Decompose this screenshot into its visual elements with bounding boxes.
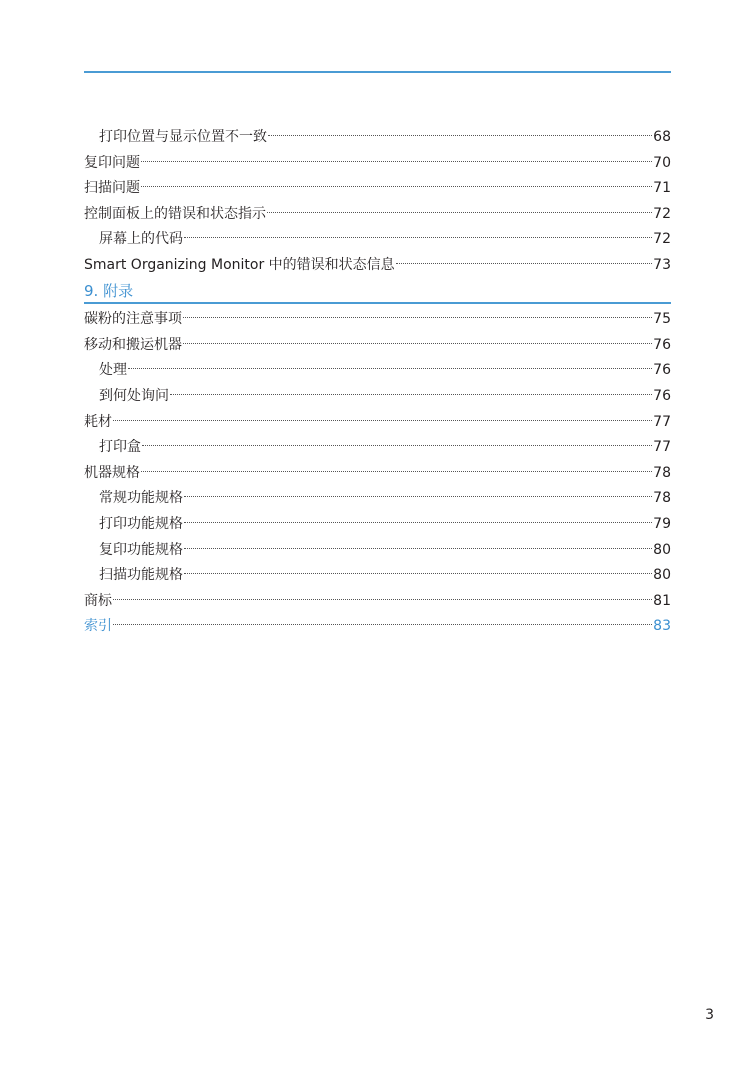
toc-entry[interactable] [84, 384, 671, 410]
toc-entry-title: Smart Organizing Monitor 中的错误和状态信息 [84, 256, 395, 273]
dot-leader [141, 161, 652, 162]
toc-entry-page: 73 [653, 256, 671, 273]
dot-leader [128, 368, 652, 369]
toc-entry-page: 78 [653, 464, 671, 481]
toc-entry-page: 83 [653, 618, 671, 635]
toc-entry-title: 控制面板上的错误和状态指示 [84, 205, 266, 222]
dot-leader [113, 599, 652, 600]
dot-leader [184, 237, 652, 238]
toc-entry-title: 常规功能规格 [99, 490, 183, 507]
toc-entry-title: 索引 [84, 618, 112, 635]
dot-leader [141, 471, 652, 472]
toc-entry-page: 76 [653, 362, 671, 379]
toc-entry-page: 77 [653, 439, 671, 456]
toc-entry-title: 打印位置与显示位置不一致 [99, 129, 267, 145]
toc-group-appendix [84, 307, 671, 640]
toc-entry[interactable] [84, 151, 671, 177]
dot-leader [396, 263, 652, 264]
dot-leader [184, 548, 652, 549]
toc-entry-page: 75 [653, 311, 671, 328]
toc-entry[interactable] [84, 538, 671, 564]
toc-entry[interactable] [84, 461, 671, 487]
dot-leader [267, 212, 652, 213]
dot-leader [183, 343, 652, 344]
dot-leader [183, 317, 652, 318]
toc-group-troubleshooting [84, 125, 671, 279]
header-rule [84, 71, 671, 73]
dot-leader [268, 135, 652, 136]
table-of-contents [84, 125, 671, 640]
toc-entry[interactable] [84, 307, 671, 333]
toc-entry[interactable] [84, 125, 671, 151]
toc-entry-page: 80 [653, 567, 671, 584]
dot-leader [184, 496, 652, 497]
toc-entry-page: 77 [653, 413, 671, 430]
toc-entry-page: 81 [653, 592, 671, 609]
toc-entry-title: 碳粉的注意事项 [84, 311, 182, 328]
toc-entry-title: 商标 [84, 592, 112, 609]
toc-entry[interactable] [84, 358, 671, 384]
dot-leader [113, 624, 652, 625]
toc-entry[interactable] [84, 435, 671, 461]
toc-entry-title: 扫描问题 [84, 180, 140, 197]
toc-entry-page: 79 [653, 515, 671, 532]
toc-entry-title: 处理 [99, 362, 127, 379]
toc-entry-title: 耗材 [84, 413, 112, 430]
dot-leader [142, 445, 652, 446]
dot-leader [184, 573, 652, 574]
dot-leader [141, 186, 652, 187]
toc-entry-page: 72 [653, 205, 671, 222]
toc-entry-title: 复印功能规格 [99, 541, 183, 558]
toc-entry[interactable] [84, 333, 671, 359]
dot-leader [170, 394, 652, 395]
toc-entry-title: 复印问题 [84, 154, 140, 171]
toc-entry[interactable] [84, 512, 671, 538]
toc-entry[interactable] [84, 589, 671, 615]
toc-entry-title: 机器规格 [84, 464, 140, 481]
toc-entry-page: 72 [653, 231, 671, 248]
toc-entry-title: 屏幕上的代码 [99, 231, 183, 248]
page-number: 3 [705, 1007, 714, 1023]
toc-entry-page: 76 [653, 387, 671, 404]
toc-entry-title: 移动和搬运机器 [84, 336, 182, 353]
toc-entry-page: 70 [653, 154, 671, 171]
toc-entry-page: 68 [653, 129, 671, 145]
dot-leader [113, 420, 652, 421]
toc-entry[interactable] [84, 253, 671, 279]
toc-entry-page: 76 [653, 336, 671, 353]
toc-entry-title: 扫描功能规格 [99, 567, 183, 584]
dot-leader [184, 522, 652, 523]
toc-entry[interactable] [84, 614, 671, 640]
toc-entry-page: 71 [653, 180, 671, 197]
toc-entry-page: 80 [653, 541, 671, 558]
toc-entry-title: 打印盒 [99, 439, 141, 456]
toc-entry[interactable] [84, 202, 671, 228]
toc-entry-page: 78 [653, 490, 671, 507]
chapter-heading[interactable]: 9. 附录 [84, 279, 671, 305]
toc-entry[interactable] [84, 176, 671, 202]
toc-entry-title: 打印功能规格 [99, 515, 183, 532]
toc-entry[interactable] [84, 486, 671, 512]
toc-entry[interactable] [84, 410, 671, 436]
toc-entry[interactable] [84, 563, 671, 589]
toc-entry[interactable] [84, 227, 671, 253]
toc-entry-title: 到何处询问 [99, 387, 169, 404]
